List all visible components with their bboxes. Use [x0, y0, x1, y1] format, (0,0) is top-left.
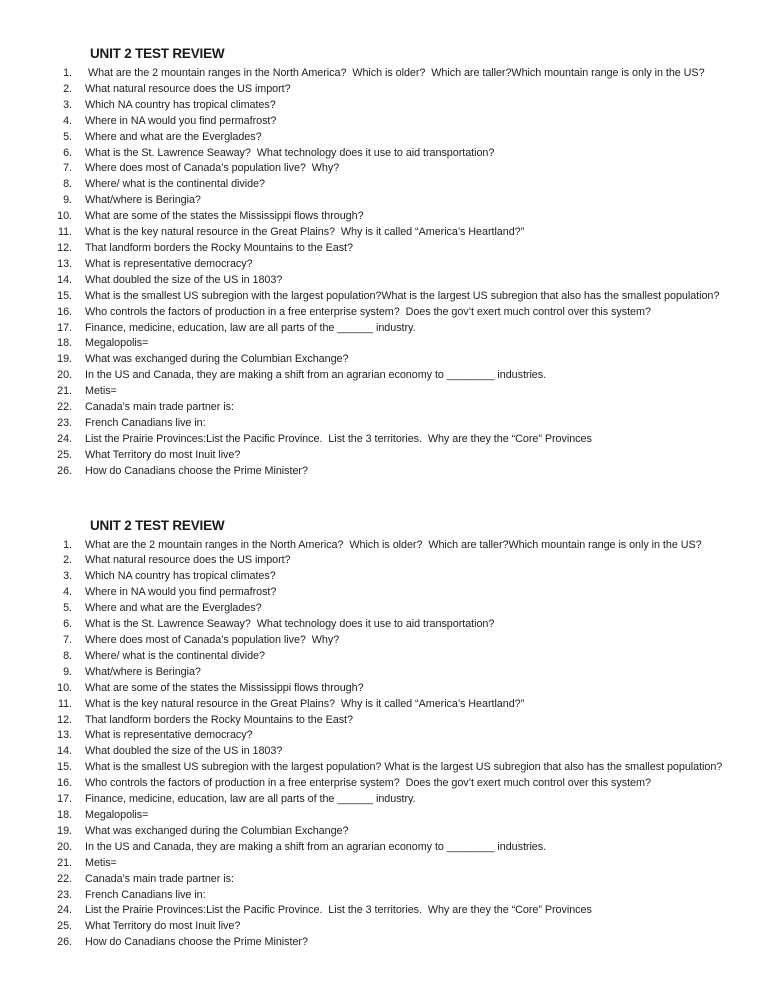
question-number: 20.	[57, 369, 72, 382]
review-section	[0, 518, 768, 952]
question-item	[0, 633, 768, 649]
question-text: What is the St. Lawrence Seaway? What technology does it use to aid transportation?	[85, 146, 495, 159]
question-item	[0, 792, 768, 808]
question-text: Where/ what is the continental divide?	[85, 649, 265, 662]
question-text: That landform borders the Rocky Mountains to the East?	[85, 241, 353, 254]
question-item	[0, 193, 768, 209]
question-item	[0, 888, 768, 904]
question-item	[0, 824, 768, 840]
question-text: In the US and Canada, they are making a shift from an agrarian economy to ________ industries.	[85, 369, 547, 382]
question-item	[0, 146, 768, 162]
question-item	[0, 177, 768, 193]
question-text: Canada’s main trade partner is:	[85, 401, 234, 414]
question-text: What is the smallest US subregion with the largest population?What is the largest US subregion that also has the smallest population?	[85, 289, 720, 302]
question-number: 10.	[57, 210, 72, 223]
question-item	[0, 257, 768, 273]
question-number: 1.	[63, 538, 72, 551]
question-text: What natural resource does the US import?	[85, 82, 291, 95]
question-number: 18.	[57, 808, 72, 821]
question-text: What is the key natural resource in the Great Plains? Why is it called “America’s Heartland?”	[85, 226, 525, 239]
question-text: What was exchanged during the Columbian Exchange?	[85, 824, 349, 837]
question-text: Who controls the factors of production in a free enterprise system? Does the gov’t exert much control over this system?	[85, 777, 651, 790]
question-list	[0, 538, 768, 952]
question-text: How do Canadians choose the Prime Minister?	[85, 464, 308, 477]
question-item	[0, 872, 768, 888]
question-item	[0, 538, 768, 554]
question-number: 16.	[57, 777, 72, 790]
question-item	[0, 681, 768, 697]
question-item	[0, 352, 768, 368]
question-number: 15.	[57, 289, 72, 302]
question-item	[0, 553, 768, 569]
question-text: What was exchanged during the Columbian Exchange?	[85, 353, 349, 366]
question-text: Where does most of Canada’s population live? Why?	[85, 162, 340, 175]
question-item	[0, 808, 768, 824]
question-item	[0, 448, 768, 464]
question-text: That landform borders the Rocky Mountains to the East?	[85, 713, 353, 726]
question-item	[0, 728, 768, 744]
question-number: 9.	[63, 194, 72, 207]
question-item	[0, 585, 768, 601]
question-number: 21.	[57, 856, 72, 869]
question-number: 15.	[57, 761, 72, 774]
question-number: 3.	[63, 98, 72, 111]
question-item	[0, 82, 768, 98]
question-text: What is the key natural resource in the Great Plains? Why is it called “America’s Heartland?”	[85, 697, 525, 710]
question-number: 11.	[57, 226, 72, 239]
question-number: 6.	[63, 618, 72, 631]
question-text: What is the smallest US subregion with the largest population? What is the largest US subregion that also has the smallest population?	[85, 761, 723, 774]
question-item	[0, 935, 768, 951]
question-text: Canada’s main trade partner is:	[85, 872, 234, 885]
question-text: Metis=	[85, 385, 117, 398]
question-text: Which NA country has tropical climates?	[85, 570, 276, 583]
question-number: 24.	[57, 904, 72, 917]
question-text: What are some of the states the Mississippi flows through?	[85, 210, 364, 223]
question-text: What/where is Beringia?	[85, 665, 201, 678]
question-number: 11.	[57, 697, 72, 710]
question-number: 25.	[57, 448, 72, 461]
question-text: Where does most of Canada’s population live? Why?	[85, 634, 340, 646]
question-text: What Territory do most Inuit live?	[85, 920, 241, 933]
question-number: 13.	[57, 729, 72, 742]
question-number: 16.	[57, 305, 72, 318]
question-number: 18.	[57, 337, 72, 350]
question-item	[0, 209, 768, 225]
question-number: 21.	[57, 385, 72, 398]
question-item	[0, 98, 768, 114]
question-item	[0, 713, 768, 729]
question-text: What are some of the states the Mississippi flows through?	[85, 681, 364, 694]
question-item	[0, 289, 768, 305]
question-number: 22.	[57, 872, 72, 885]
question-text: What/where is Beringia?	[85, 194, 201, 207]
question-item	[0, 321, 768, 337]
question-number: 4.	[63, 114, 72, 127]
question-number: 5.	[63, 130, 72, 143]
question-number: 8.	[63, 649, 72, 662]
question-text: What is representative democracy?	[85, 729, 253, 742]
question-number: 14.	[57, 273, 72, 286]
question-text: Finance, medicine, education, law are all parts of the ______ industry.	[85, 793, 416, 806]
question-number: 23.	[57, 888, 72, 901]
question-number: 8.	[63, 178, 72, 191]
question-text: What are the 2 mountain ranges in the North America? Which is older? Which are taller?Which mountain range is only in the US?	[85, 67, 705, 79]
question-text: Metis=	[85, 856, 117, 869]
question-number: 1.	[63, 67, 72, 79]
question-text: What are the 2 mountain ranges in the North America? Which is older? Which are taller?Which mountain range is only in the US?	[85, 538, 702, 551]
question-text: How do Canadians choose the Prime Minister?	[85, 936, 308, 949]
question-text: French Canadians live in:	[85, 416, 206, 429]
question-number: 24.	[57, 432, 72, 445]
question-item	[0, 161, 768, 177]
question-item	[0, 273, 768, 289]
question-text: What natural resource does the US import?	[85, 554, 291, 567]
question-item	[0, 241, 768, 257]
question-item	[0, 856, 768, 872]
question-text: Megalopolis=	[85, 808, 149, 821]
question-item	[0, 649, 768, 665]
question-item	[0, 400, 768, 416]
question-item	[0, 617, 768, 633]
question-text: List the Prairie Provinces:List the Pacific Province. List the 3 territories. Why are they the “Core” Provinces	[85, 432, 592, 445]
question-number: 2.	[63, 554, 72, 567]
question-item	[0, 903, 768, 919]
question-number: 17.	[57, 321, 72, 334]
question-number: 19.	[57, 824, 72, 837]
question-item	[0, 66, 768, 82]
question-item	[0, 760, 768, 776]
question-item	[0, 464, 768, 480]
question-item	[0, 569, 768, 585]
question-number: 26.	[57, 936, 72, 949]
question-item	[0, 225, 768, 241]
question-number: 25.	[57, 920, 72, 933]
question-number: 19.	[57, 353, 72, 366]
section-title: UNIT 2 TEST REVIEW	[90, 517, 225, 533]
question-text: Where and what are the Everglades?	[85, 130, 262, 143]
question-number: 23.	[57, 416, 72, 429]
question-number: 10.	[57, 681, 72, 694]
question-text: Where and what are the Everglades?	[85, 602, 262, 615]
question-text: Who controls the factors of production in a free enterprise system? Does the gov’t exert much control over this system?	[85, 305, 651, 318]
question-text: Where in NA would you find permafrost?	[85, 586, 277, 599]
question-text: French Canadians live in:	[85, 888, 206, 901]
question-number: 6.	[63, 146, 72, 159]
question-number: 9.	[63, 665, 72, 678]
review-section	[0, 46, 768, 480]
question-number: 7.	[63, 162, 72, 175]
question-item	[0, 368, 768, 384]
question-text: Where/ what is the continental divide?	[85, 178, 265, 191]
question-text: Where in NA would you find permafrost?	[85, 114, 277, 127]
question-text: Which NA country has tropical climates?	[85, 98, 276, 111]
question-item	[0, 416, 768, 432]
question-number: 2.	[63, 82, 72, 95]
question-item	[0, 384, 768, 400]
question-item	[0, 432, 768, 448]
question-item	[0, 305, 768, 321]
question-item	[0, 776, 768, 792]
question-number: 3.	[63, 570, 72, 583]
question-item	[0, 665, 768, 681]
question-number: 12.	[57, 241, 72, 254]
question-number: 20.	[57, 840, 72, 853]
question-item	[0, 840, 768, 856]
question-number: 7.	[63, 634, 72, 646]
question-text: What doubled the size of the US in 1803?	[85, 273, 283, 286]
question-text: Finance, medicine, education, law are all parts of the ______ industry.	[85, 321, 416, 334]
question-text: List the Prairie Provinces:List the Pacific Province. List the 3 territories. Why are they the “Core” Provinces	[85, 904, 592, 917]
question-number: 22.	[57, 401, 72, 414]
question-item	[0, 114, 768, 130]
question-item	[0, 601, 768, 617]
question-item	[0, 919, 768, 935]
question-number: 5.	[63, 602, 72, 615]
question-number: 17.	[57, 793, 72, 806]
question-list	[0, 66, 768, 480]
question-number: 12.	[57, 713, 72, 726]
question-number: 26.	[57, 464, 72, 477]
section-title: UNIT 2 TEST REVIEW	[90, 46, 225, 61]
question-item	[0, 697, 768, 713]
question-number: 14.	[57, 745, 72, 758]
question-text: In the US and Canada, they are making a shift from an agrarian economy to ________ industries.	[85, 840, 547, 853]
question-item	[0, 744, 768, 760]
question-item	[0, 336, 768, 352]
question-item	[0, 130, 768, 146]
question-number: 4.	[63, 586, 72, 599]
question-number: 13.	[57, 257, 72, 270]
question-text: What Territory do most Inuit live?	[85, 448, 241, 461]
question-text: What is the St. Lawrence Seaway? What technology does it use to aid transportation?	[85, 618, 495, 631]
question-text: What doubled the size of the US in 1803?	[85, 745, 283, 758]
question-text: What is representative democracy?	[85, 257, 253, 270]
question-text: Megalopolis=	[85, 337, 149, 350]
